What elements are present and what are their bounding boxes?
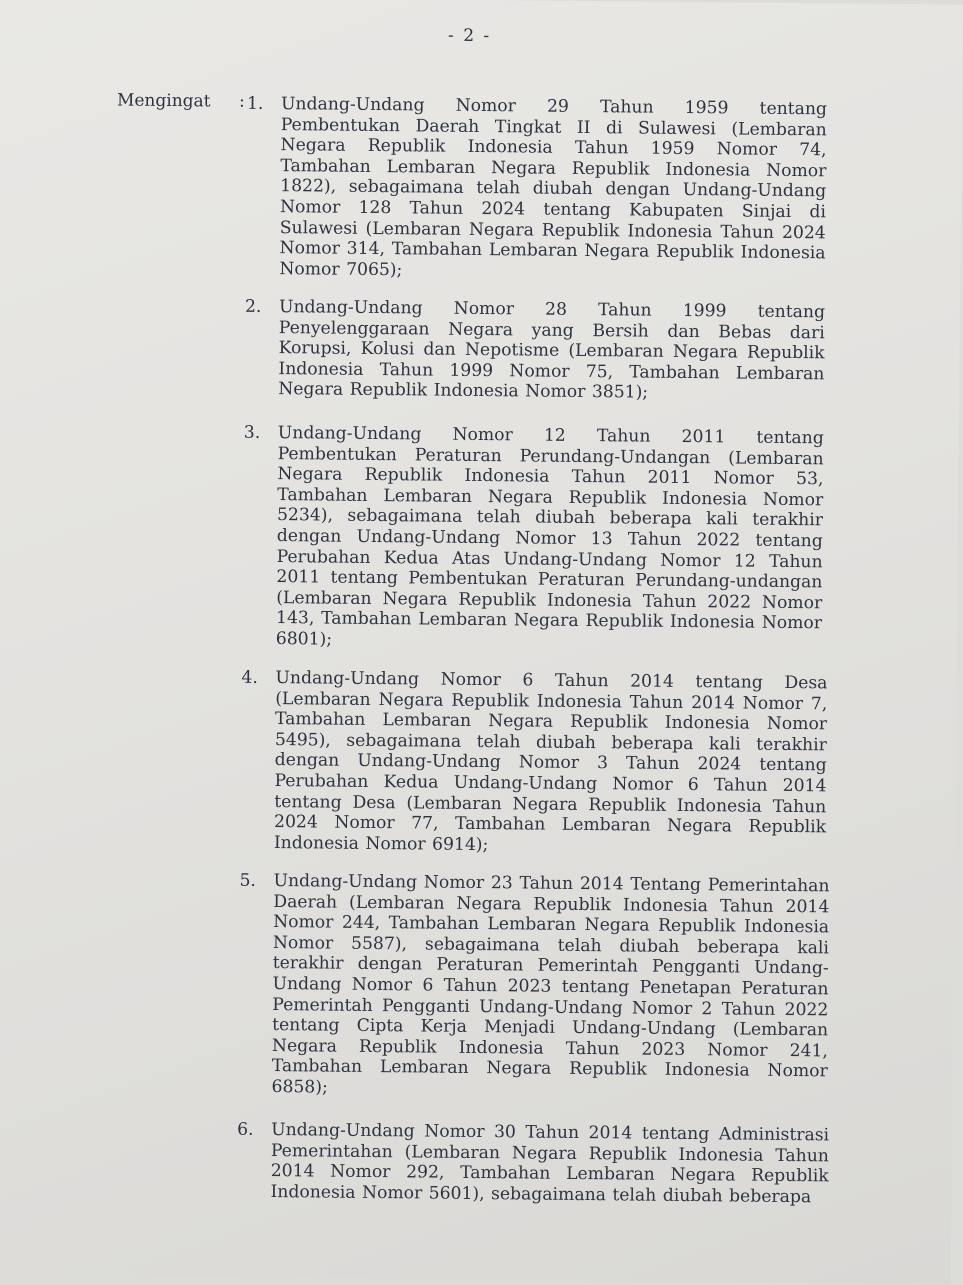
page-number: - 2 - bbox=[447, 25, 492, 47]
item-number: 4. bbox=[241, 667, 258, 688]
list-item bbox=[242, 423, 824, 655]
item-text: Undang-Undang Nomor 12 Tahun 2011 tentang Pembentukan Peraturan Perundang-Undangan (Lembaran Negara Republik Indonesia Tahun 2011 Nomor 53, Tambahan Lembaran Negara Republik Indonesia Nomor 5234), sebagaimana telah diubah beberapa kali terakhir dengan Undang-Undang Nomor 13 Tahun 2022 tentang Perubahan Kedua Atas Undang-Undang Nomor 12 Tahun 2011 tentang Pembentukan Peraturan Perundang-undangan (Lembaran Negara Republik Indonesia Tahun 2022 Nomor 143, Tambahan Lembaran Negara Republik Indonesia Nomor 6801); bbox=[275, 423, 824, 650]
item-text: Undang-Undang Nomor 28 Tahun 1999 tentang Penyelenggaraan Negara yang Bersih dan Bebas dari Korupsi, Kolusi dan Nepotisme (Lembaran Negara Republik Indonesia Tahun 1999 Nomor 75, Tambahan Lembaran Negara Republik Indonesia Nomor 3851); bbox=[278, 297, 826, 403]
item-number: 3. bbox=[243, 422, 261, 443]
item-number: 1. bbox=[246, 93, 264, 114]
list-item bbox=[240, 668, 828, 859]
item-number: 5. bbox=[239, 870, 257, 891]
item-number: 2. bbox=[244, 296, 262, 317]
item-text: Undang-Undang Nomor 23 Tahun 2014 Tentang Pemerintahan Daerah (Lembaran Negara Republik Indonesia Tahun 2014 Nomor 244, Tambahan Lembaran Negara Republik Indonesia Nomor 5587), sebagaimana telah diubah beberapa kali terakhir dengan Peraturan Pemerintah Pengganti Undang-Undang Nomor 6 Tahun 2023 tentang Penetapan Peraturan Pemerintah Pengganti Undang-Undang Nomor 2 Tahun 2022 tentang Cipta Kerja Menjadi Undang-Undang (Lembaran Negara Republik Indonesia Tahun 2023 Nomor 241, Tambahan Lembaran Negara Republik Indonesia Nomor 6858); bbox=[271, 871, 830, 1098]
label-separator: : bbox=[238, 91, 245, 112]
list-item bbox=[237, 871, 829, 1103]
list-item bbox=[245, 94, 827, 285]
section-label: Mengingat bbox=[116, 90, 211, 112]
item-text: Undang-Undang Nomor 30 Tahun 2014 tentang Administrasi Pemerintahan (Lembaran Negara Republik Indonesia Tahun 2014 Nomor 292, Tambahan Lembaran Negara Republik Indonesia Nomor 5601), sebagaimana telah diubah beberapa bbox=[270, 1120, 830, 1208]
item-number: 6. bbox=[237, 1119, 254, 1140]
item-text: Undang-Undang Nomor 29 Tahun 1959 tentang Pembentukan Daerah Tingkat II di Sulawesi (Lembaran Negara Republik Indonesia Tahun 1959 Nomor 74, Tambahan Lembaran Negara Republik Indonesia Nomor 1822), sebagaimana telah diubah dengan Undang-Undang Nomor 128 Tahun 2024 tentang Kabupaten Sinjai di Sulawesi (Lembaran Negara Republik Indonesia Tahun 2024 Nomor 314, Tambahan Lembaran Negara Republik Indonesia Nomor 7065); bbox=[279, 94, 828, 281]
list-item bbox=[244, 297, 825, 406]
list-item bbox=[236, 1120, 829, 1208]
item-text: Undang-Undang Nomor 6 Tahun 2014 tentang Desa (Lembaran Negara Republik Indonesia Tahun 2014 Nomor 7, Tambahan Lembaran Negara Republik Indonesia Nomor 5495), sebagaimana telah diubah beberapa kali terakhir dengan Undang-Undang Nomor 3 Tahun 2024 tentang Perubahan Kedua Undang-Undang Nomor 6 Tahun 2014 tentang Desa (Lembaran Negara Republik Indonesia Tahun 2024 Nomor 77, Tambahan Lembaran Negara Republik Indonesia Nomor 6914); bbox=[273, 668, 828, 855]
